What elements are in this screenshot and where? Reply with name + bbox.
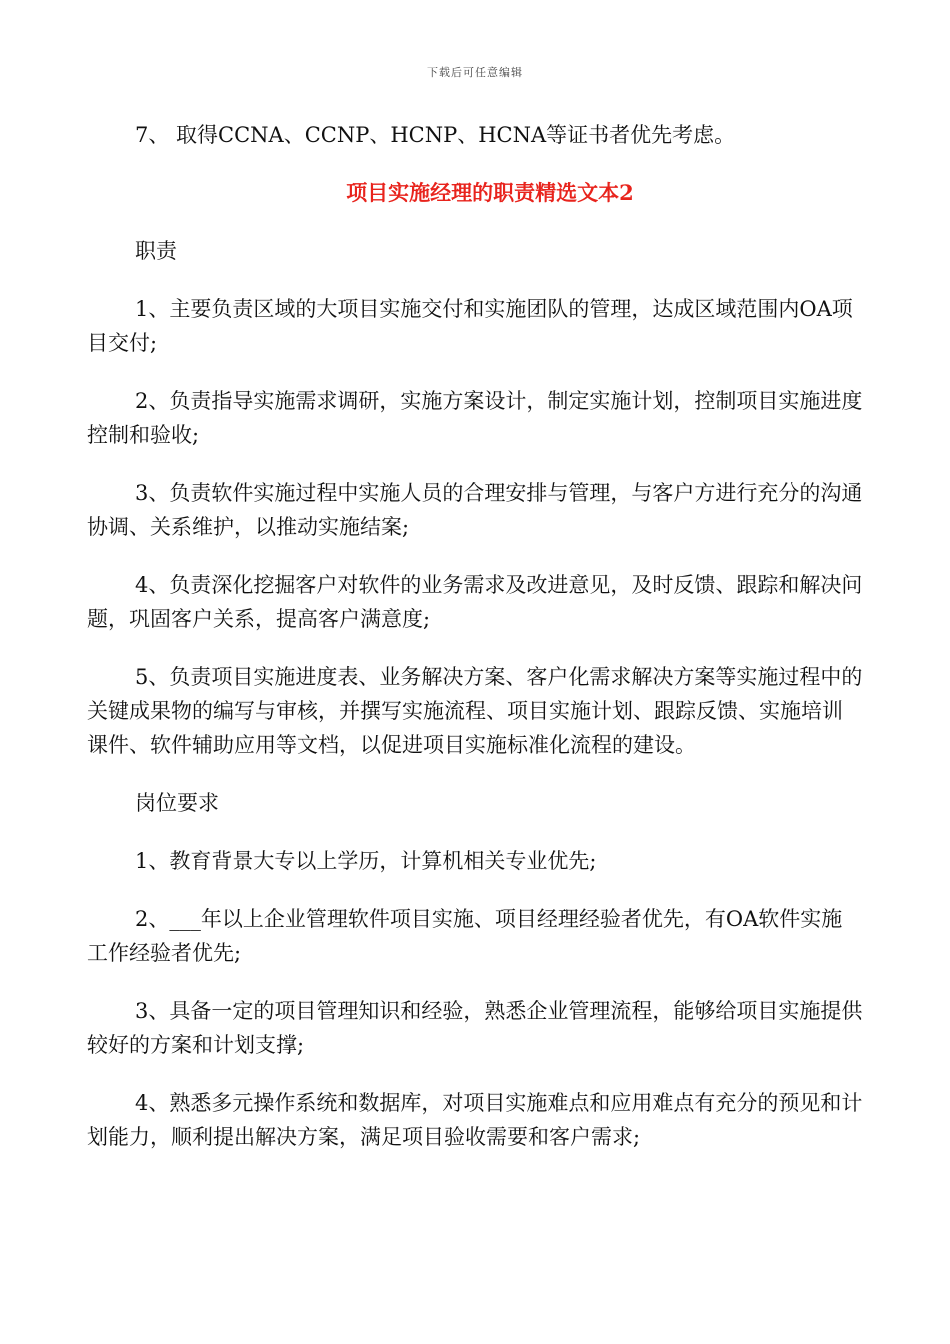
requirements-heading: 岗位要求 xyxy=(135,791,219,815)
document-body xyxy=(87,118,863,1178)
duty-item: 3、负责软件实施过程中实施人员的合理安排与管理，与客户方进行充分的沟通协调、关系维护，以推动实施结案; xyxy=(87,481,863,539)
item-7: 7、 取得CCNA、CCNP、HCNP、HCNA等证书者优先考虑。 xyxy=(135,123,736,147)
duty-item: 2、负责指导实施需求调研，实施方案设计，制定实施计划，控制项目实施进度控制和验收; xyxy=(87,389,863,447)
requirement-item: 3、具备一定的项目管理知识和经验，熟悉企业管理流程，能够给项目实施提供较好的方案和计划支撑; xyxy=(87,999,863,1057)
requirement-item: 4、熟悉多元操作系统和数据库，对项目实施难点和应用难点有充分的预见和计划能力，顺利提出解决方案，满足项目验收需要和客户需求; xyxy=(87,1091,863,1149)
duty-item: 4、负责深化挖掘客户对软件的业务需求及改进意见，及时反馈、跟踪和解决问题，巩固客户关系，提高客户满意度; xyxy=(87,573,863,631)
duty-item: 1、主要负责区域的大项目实施交付和实施团队的管理，达成区域范围内OA项目交付; xyxy=(87,297,853,355)
header-note: 下载后可任意编辑 xyxy=(427,66,523,79)
requirement-item: 2、___年以上企业管理软件项目实施、项目经理经验者优先，有OA软件实施工作经验者优先; xyxy=(87,907,843,965)
requirement-item: 1、教育背景大专以上学历，计算机相关专业优先; xyxy=(135,849,597,873)
duty-item: 5、负责项目实施进度表、业务解决方案、客户化需求解决方案等实施过程中的关键成果物的编写与审核，并撰写实施流程、项目实施计划、跟踪反馈、实施培训课件、软件辅助应用等文档，以促进项目实施标准化流程的建设。 xyxy=(87,665,863,757)
section-title: 项目实施经理的职责精选文本2 xyxy=(346,180,634,205)
duties-heading: 职责 xyxy=(135,239,177,263)
